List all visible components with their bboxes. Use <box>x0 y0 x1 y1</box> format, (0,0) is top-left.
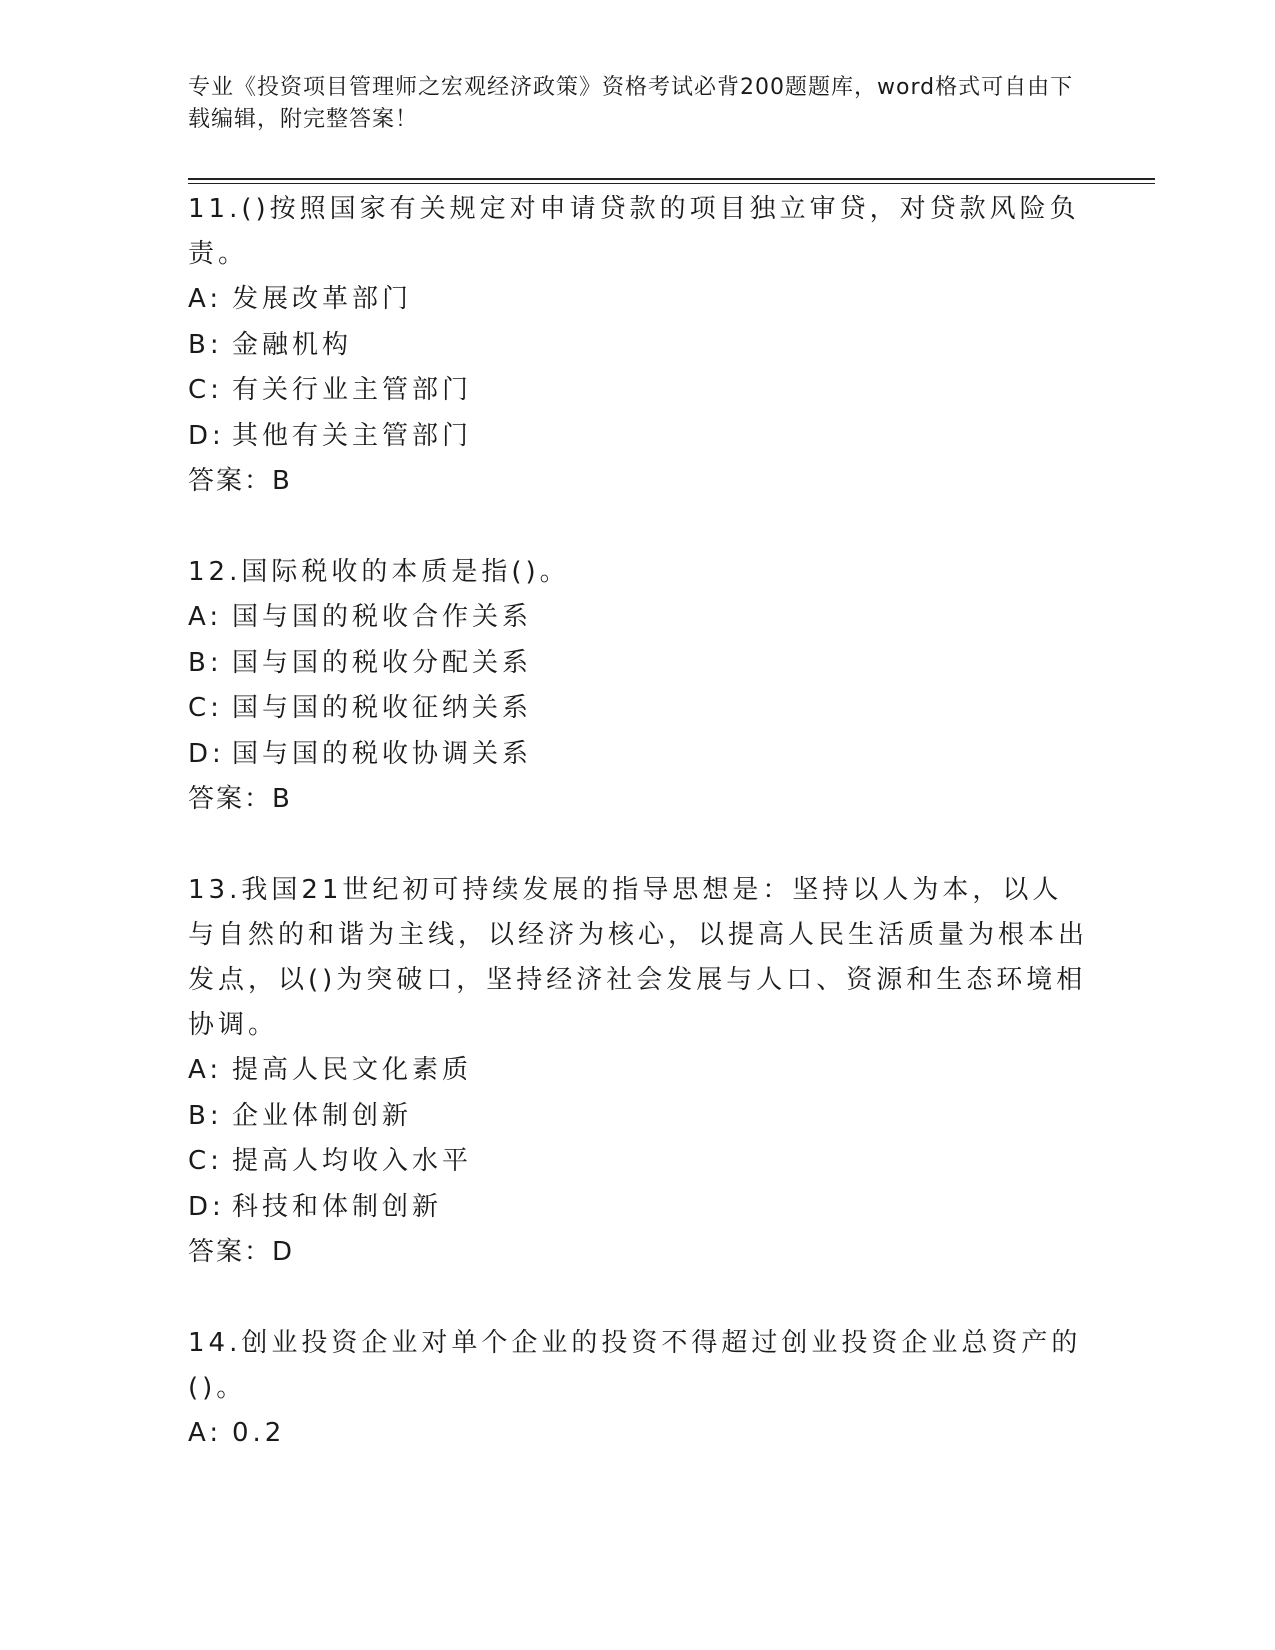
option-label: B: <box>188 329 223 360</box>
option-text: 其他有关主管部门 <box>232 420 473 451</box>
question-stem: 11.()按照国家有关规定对申请贷款的项目独立审贷，对贷款风险负责。 <box>188 194 1080 269</box>
option-text: 0.2 <box>232 1418 286 1448</box>
option-a <box>188 1411 1088 1457</box>
question-stem: 13.我国21世纪初可持续发展的指导思想是：坚持以人为本，以人与自然的和谐为主线，以经济为核心，以提高人民生活质量为根本出发点，以()为突破口，坚持经济社会发展与人口、资源和生态环境相协调。 <box>188 875 1089 1040</box>
option-c <box>188 368 1088 414</box>
answer: 答案：B <box>188 466 292 496</box>
option-d <box>188 732 1088 778</box>
spacer <box>188 504 1088 550</box>
option-text: 科技和体制创新 <box>232 1191 443 1222</box>
option-d <box>188 1185 1088 1231</box>
option-d <box>188 414 1088 460</box>
header-divider-thin <box>188 183 1155 184</box>
option-label: C: <box>188 1146 223 1176</box>
option-a <box>188 277 1088 323</box>
option-label: B: <box>188 647 223 678</box>
question-11 <box>188 187 1088 550</box>
option-c <box>188 686 1088 732</box>
header-divider-thick <box>188 178 1155 180</box>
question-stem: 12.国际税收的本质是指()。 <box>188 557 570 587</box>
option-label: A: <box>188 1055 223 1085</box>
option-b <box>188 641 1088 687</box>
option-label: C: <box>188 375 223 405</box>
spacer <box>188 1275 1088 1321</box>
option-text: 国与国的税收协调关系 <box>232 738 533 769</box>
question-stem: 14.创业投资企业对单个企业的投资不得超过创业投资企业总资产的()。 <box>188 1328 1082 1403</box>
option-b <box>188 323 1088 369</box>
option-label: A: <box>188 284 223 314</box>
option-label: A: <box>188 602 223 632</box>
option-b <box>188 1094 1088 1140</box>
question-14 <box>188 1321 1088 1457</box>
option-label: D: <box>188 738 225 769</box>
option-text: 发展改革部门 <box>232 284 413 314</box>
option-label: A: <box>188 1418 223 1448</box>
option-label: D: <box>188 420 225 451</box>
option-text: 金融机构 <box>232 329 353 360</box>
answer: 答案：B <box>188 784 292 814</box>
option-text: 企业体制创新 <box>232 1100 413 1131</box>
option-text: 国与国的税收分配关系 <box>232 647 533 678</box>
option-text: 国与国的税收合作关系 <box>232 602 533 632</box>
option-text: 有关行业主管部门 <box>232 375 473 405</box>
question-12 <box>188 550 1088 868</box>
answer: 答案：D <box>188 1237 295 1267</box>
option-label: C: <box>188 693 223 723</box>
option-c <box>188 1139 1088 1185</box>
spacer <box>188 822 1088 868</box>
option-label: B: <box>188 1100 223 1131</box>
question-list <box>188 187 1088 1457</box>
option-text: 提高人民文化素质 <box>232 1055 473 1085</box>
question-13 <box>188 868 1088 1321</box>
option-a <box>188 595 1088 641</box>
option-text: 提高人均收入水平 <box>232 1146 473 1176</box>
option-label: D: <box>188 1191 225 1222</box>
option-a <box>188 1048 1088 1094</box>
option-text: 国与国的税收征纳关系 <box>232 693 533 723</box>
document-header: 专业《投资项目管理师之宏观经济政策》资格考试必背200题题库，word格式可自由下载编辑，附完整答案！ <box>188 75 1074 132</box>
